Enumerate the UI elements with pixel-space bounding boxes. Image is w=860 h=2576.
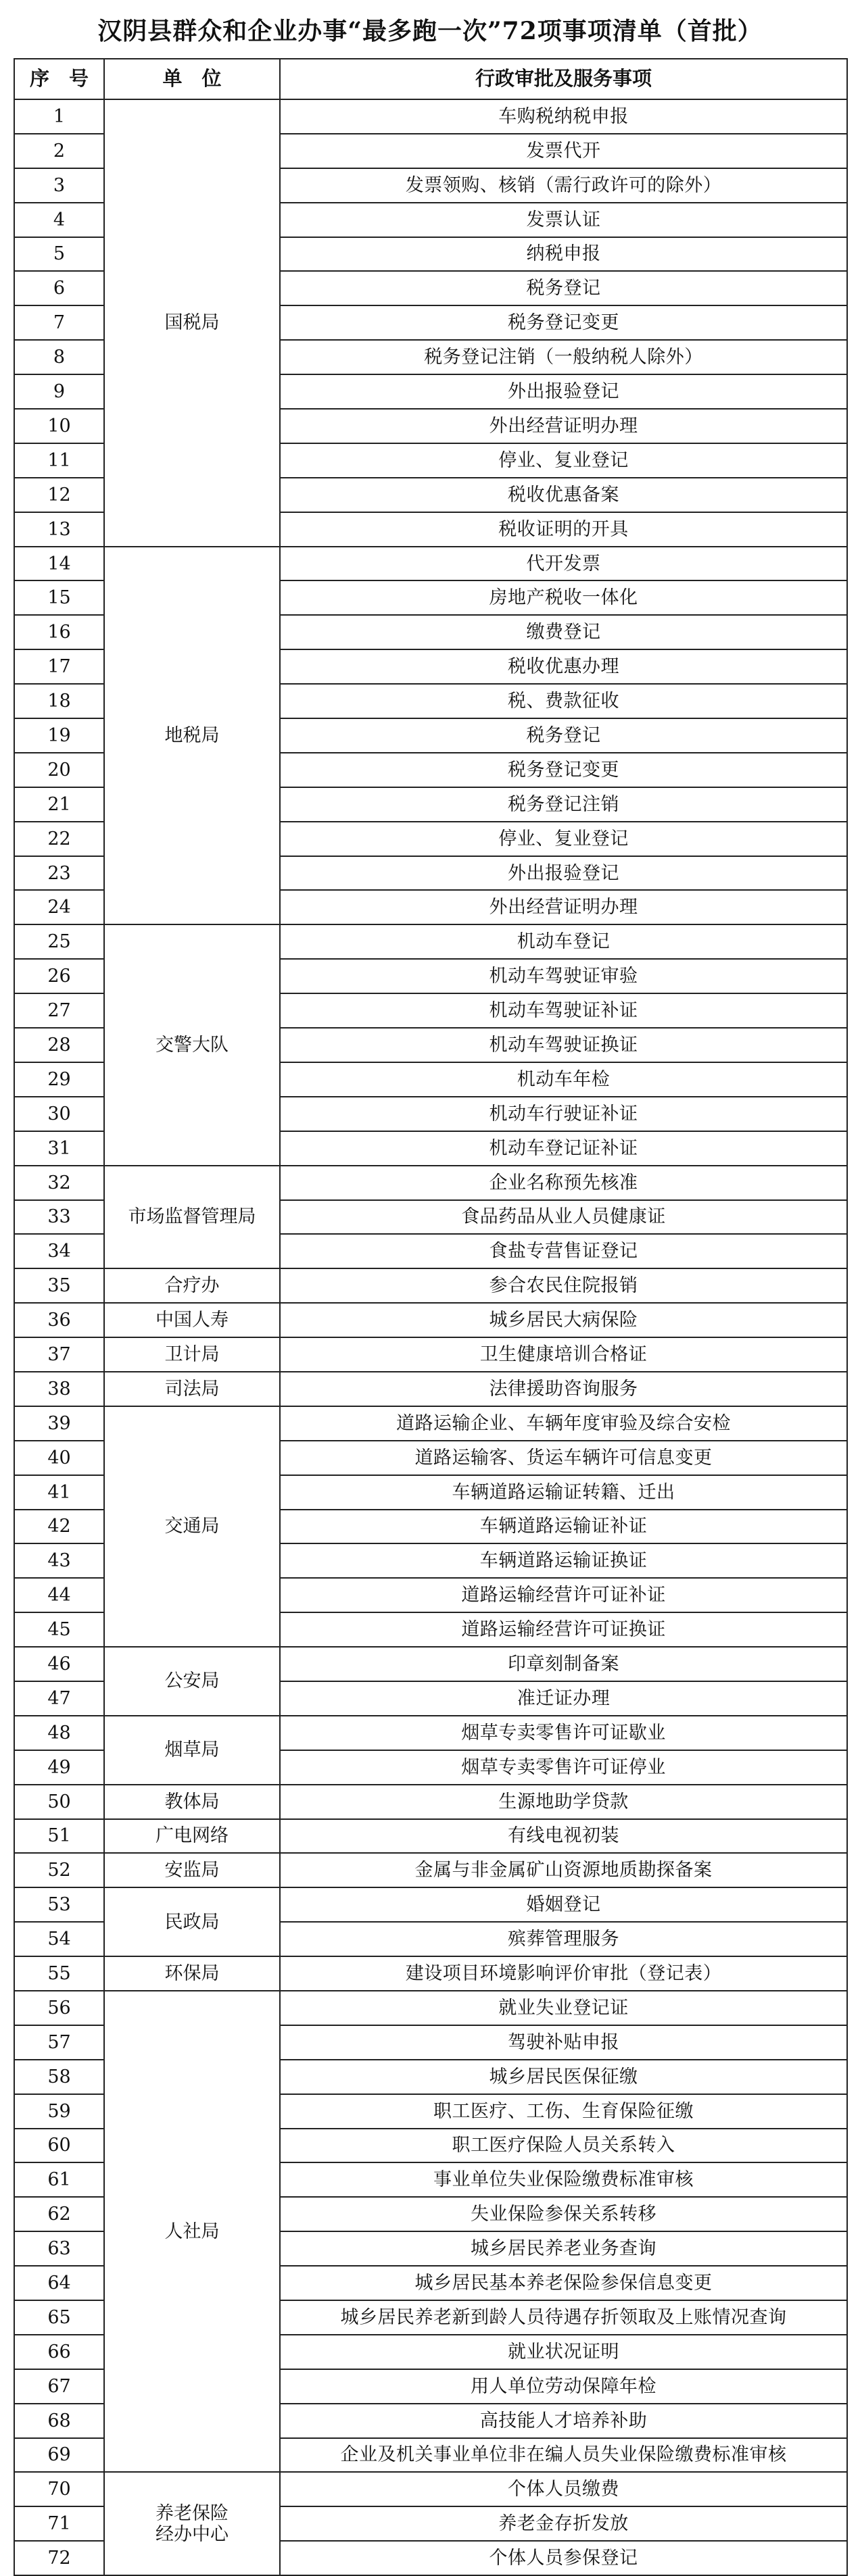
row-number: 15 bbox=[14, 580, 104, 615]
unit-cell: 交警大队 bbox=[104, 924, 280, 1165]
table-row bbox=[14, 1819, 847, 1854]
row-number: 49 bbox=[14, 1750, 104, 1785]
row-number: 8 bbox=[14, 340, 104, 374]
document-title: 汉阴县群众和企业办事“最多跑一次”72项事项清单（首批） bbox=[97, 17, 763, 45]
row-number: 61 bbox=[14, 2162, 104, 2197]
row-number: 54 bbox=[14, 1922, 104, 1956]
unit-cell: 合疗办 bbox=[104, 1268, 280, 1303]
service-items-table bbox=[14, 58, 848, 2576]
service-item-cell: 法律援助咨询服务 bbox=[280, 1372, 847, 1406]
row-number: 47 bbox=[14, 1681, 104, 1716]
table-row bbox=[14, 1716, 847, 1750]
service-item-cell: 税务登记变更 bbox=[280, 305, 847, 340]
service-item-cell: 烟草专卖零售许可证停业 bbox=[280, 1750, 847, 1785]
row-number: 12 bbox=[14, 478, 104, 512]
row-number: 69 bbox=[14, 2438, 104, 2473]
row-number: 52 bbox=[14, 1853, 104, 1887]
table-row bbox=[14, 1887, 847, 1922]
service-item-cell: 车辆道路运输证补证 bbox=[280, 1510, 847, 1544]
service-item-cell: 外出报验登记 bbox=[280, 856, 847, 891]
service-item-cell: 城乡居民养老新到龄人员待遇存折领取及上账情况查询 bbox=[280, 2300, 847, 2335]
table-row bbox=[14, 1337, 847, 1372]
service-item-cell: 养老金存折发放 bbox=[280, 2506, 847, 2541]
service-item-cell: 机动车登记 bbox=[280, 924, 847, 959]
row-number: 59 bbox=[14, 2094, 104, 2129]
table-row bbox=[14, 1956, 847, 1991]
row-number: 51 bbox=[14, 1819, 104, 1854]
service-item-cell: 卫生健康培训合格证 bbox=[280, 1337, 847, 1372]
service-item-cell: 税务登记 bbox=[280, 718, 847, 753]
service-item-cell: 代开发票 bbox=[280, 547, 847, 581]
row-number: 65 bbox=[14, 2300, 104, 2335]
row-number: 42 bbox=[14, 1510, 104, 1544]
service-item-cell: 建设项目环境影响评价审批（登记表） bbox=[280, 1956, 847, 1991]
service-item-cell: 停业、复业登记 bbox=[280, 822, 847, 856]
table-row bbox=[14, 1853, 847, 1887]
row-number: 53 bbox=[14, 1887, 104, 1922]
row-number: 68 bbox=[14, 2404, 104, 2438]
table-row bbox=[14, 547, 847, 581]
row-number: 17 bbox=[14, 649, 104, 684]
header-item: 行政审批及服务事项 bbox=[280, 59, 847, 99]
row-number: 21 bbox=[14, 787, 104, 822]
unit-cell: 安监局 bbox=[104, 1853, 280, 1887]
service-item-cell: 税收证明的开具 bbox=[280, 512, 847, 547]
service-item-cell: 城乡居民基本养老保险参保信息变更 bbox=[280, 2266, 847, 2300]
service-item-cell: 驾驶补贴申报 bbox=[280, 2025, 847, 2060]
row-number: 24 bbox=[14, 890, 104, 924]
row-number: 13 bbox=[14, 512, 104, 547]
service-item-cell: 外出经营证明办理 bbox=[280, 890, 847, 924]
unit-cell: 环保局 bbox=[104, 1956, 280, 1991]
row-number: 28 bbox=[14, 1028, 104, 1062]
header-no: 序 号 bbox=[14, 59, 104, 99]
row-number: 27 bbox=[14, 993, 104, 1028]
service-item-cell: 外出报验登记 bbox=[280, 374, 847, 409]
service-item-cell: 城乡居民养老业务查询 bbox=[280, 2231, 847, 2266]
header-unit: 单 位 bbox=[104, 59, 280, 99]
row-number: 19 bbox=[14, 718, 104, 753]
service-item-cell: 参合农民住院报销 bbox=[280, 1268, 847, 1303]
service-item-cell: 城乡居民大病保险 bbox=[280, 1303, 847, 1337]
service-item-cell: 个体人员缴费 bbox=[280, 2472, 847, 2506]
row-number: 46 bbox=[14, 1647, 104, 1681]
row-number: 10 bbox=[14, 409, 104, 443]
service-item-cell: 就业状况证明 bbox=[280, 2335, 847, 2369]
service-item-cell: 机动车驾驶证换证 bbox=[280, 1028, 847, 1062]
row-number: 33 bbox=[14, 1200, 104, 1235]
service-item-cell: 道路运输经营许可证换证 bbox=[280, 1612, 847, 1647]
service-item-cell: 殡葬管理服务 bbox=[280, 1922, 847, 1956]
row-number: 29 bbox=[14, 1062, 104, 1097]
row-number: 44 bbox=[14, 1578, 104, 1612]
unit-cell: 中国人寿 bbox=[104, 1303, 280, 1337]
service-item-cell: 发票代开 bbox=[280, 134, 847, 168]
row-number: 50 bbox=[14, 1785, 104, 1819]
row-number: 71 bbox=[14, 2506, 104, 2541]
service-item-cell: 企业及机关事业单位非在编人员失业保险缴费标准审核 bbox=[280, 2438, 847, 2473]
service-item-cell: 企业名称预先核准 bbox=[280, 1166, 847, 1200]
row-number: 1 bbox=[14, 99, 104, 134]
service-item-cell: 有线电视初装 bbox=[280, 1819, 847, 1854]
row-number: 70 bbox=[14, 2472, 104, 2506]
row-number: 23 bbox=[14, 856, 104, 891]
row-number: 18 bbox=[14, 684, 104, 718]
service-item-cell: 准迁证办理 bbox=[280, 1681, 847, 1716]
row-number: 62 bbox=[14, 2197, 104, 2231]
row-number: 64 bbox=[14, 2266, 104, 2300]
row-number: 16 bbox=[14, 615, 104, 649]
service-item-cell: 烟草专卖零售许可证歇业 bbox=[280, 1716, 847, 1750]
service-item-cell: 缴费登记 bbox=[280, 615, 847, 649]
row-number: 66 bbox=[14, 2335, 104, 2369]
service-item-cell: 税、费款征收 bbox=[280, 684, 847, 718]
table-row bbox=[14, 1406, 847, 1441]
unit-cell: 司法局 bbox=[104, 1372, 280, 1406]
row-number: 55 bbox=[14, 1956, 104, 1991]
row-number: 41 bbox=[14, 1475, 104, 1510]
service-item-cell: 税务登记注销 bbox=[280, 787, 847, 822]
row-number: 38 bbox=[14, 1372, 104, 1406]
row-number: 31 bbox=[14, 1131, 104, 1166]
table-row bbox=[14, 1991, 847, 2025]
row-number: 63 bbox=[14, 2231, 104, 2266]
row-number: 60 bbox=[14, 2129, 104, 2163]
service-item-cell: 生源地助学贷款 bbox=[280, 1785, 847, 1819]
service-item-cell: 食品药品从业人员健康证 bbox=[280, 1200, 847, 1235]
unit-cell: 广电网络 bbox=[104, 1819, 280, 1854]
unit-cell: 交通局 bbox=[104, 1406, 280, 1647]
service-item-cell: 机动车驾驶证补证 bbox=[280, 993, 847, 1028]
table-row bbox=[14, 924, 847, 959]
unit-cell: 地税局 bbox=[104, 547, 280, 925]
unit-cell: 卫计局 bbox=[104, 1337, 280, 1372]
service-item-cell: 税收优惠备案 bbox=[280, 478, 847, 512]
service-item-cell: 车辆道路运输证换证 bbox=[280, 1543, 847, 1578]
row-number: 40 bbox=[14, 1441, 104, 1475]
row-number: 35 bbox=[14, 1268, 104, 1303]
unit-cell: 养老保险 经办中心 bbox=[104, 2472, 280, 2575]
row-number: 36 bbox=[14, 1303, 104, 1337]
service-item-cell: 车辆道路运输证转籍、迁出 bbox=[280, 1475, 847, 1510]
row-number: 22 bbox=[14, 822, 104, 856]
row-number: 4 bbox=[14, 203, 104, 237]
table-row bbox=[14, 1785, 847, 1819]
service-item-cell: 失业保险参保关系转移 bbox=[280, 2197, 847, 2231]
row-number: 20 bbox=[14, 753, 104, 787]
row-number: 26 bbox=[14, 959, 104, 993]
row-number: 56 bbox=[14, 1991, 104, 2025]
service-item-cell: 税务登记变更 bbox=[280, 753, 847, 787]
table-header-row bbox=[14, 59, 847, 99]
row-number: 45 bbox=[14, 1612, 104, 1647]
service-item-cell: 税务登记 bbox=[280, 271, 847, 305]
row-number: 14 bbox=[14, 547, 104, 581]
service-item-cell: 纳税申报 bbox=[280, 237, 847, 272]
service-item-cell: 用人单位劳动保障年检 bbox=[280, 2369, 847, 2404]
unit-cell: 人社局 bbox=[104, 1991, 280, 2472]
row-number: 5 bbox=[14, 237, 104, 272]
service-item-cell: 高技能人才培养补助 bbox=[280, 2404, 847, 2438]
row-number: 58 bbox=[14, 2060, 104, 2094]
service-item-cell: 发票领购、核销（需行政许可的除外） bbox=[280, 168, 847, 203]
service-item-cell: 机动车驾驶证审验 bbox=[280, 959, 847, 993]
service-item-cell: 道路运输企业、车辆年度审验及综合安检 bbox=[280, 1406, 847, 1441]
row-number: 2 bbox=[14, 134, 104, 168]
service-item-cell: 税收优惠办理 bbox=[280, 649, 847, 684]
table-row bbox=[14, 1372, 847, 1406]
table-row bbox=[14, 1268, 847, 1303]
table-body bbox=[14, 99, 847, 2575]
table-row bbox=[14, 1166, 847, 1200]
row-number: 9 bbox=[14, 374, 104, 409]
row-number: 43 bbox=[14, 1543, 104, 1578]
service-item-cell: 金属与非金属矿山资源地质勘探备案 bbox=[280, 1853, 847, 1887]
row-number: 37 bbox=[14, 1337, 104, 1372]
service-item-cell: 房地产税收一体化 bbox=[280, 580, 847, 615]
row-number: 72 bbox=[14, 2541, 104, 2575]
service-item-cell: 城乡居民医保征缴 bbox=[280, 2060, 847, 2094]
service-item-cell: 机动车行驶证补证 bbox=[280, 1097, 847, 1131]
service-item-cell: 职工医疗、工伤、生育保险征缴 bbox=[280, 2094, 847, 2129]
service-item-cell: 道路运输经营许可证补证 bbox=[280, 1578, 847, 1612]
row-number: 48 bbox=[14, 1716, 104, 1750]
unit-cell: 公安局 bbox=[104, 1647, 280, 1716]
service-item-cell: 职工医疗保险人员关系转入 bbox=[280, 2129, 847, 2163]
row-number: 25 bbox=[14, 924, 104, 959]
service-item-cell: 印章刻制备案 bbox=[280, 1647, 847, 1681]
service-item-cell: 机动车登记证补证 bbox=[280, 1131, 847, 1166]
service-item-cell: 发票认证 bbox=[280, 203, 847, 237]
row-number: 7 bbox=[14, 305, 104, 340]
table-row bbox=[14, 2472, 847, 2506]
service-item-cell: 停业、复业登记 bbox=[280, 443, 847, 478]
table-row bbox=[14, 99, 847, 134]
row-number: 30 bbox=[14, 1097, 104, 1131]
service-item-cell: 机动车年检 bbox=[280, 1062, 847, 1097]
service-item-cell: 就业失业登记证 bbox=[280, 1991, 847, 2025]
row-number: 57 bbox=[14, 2025, 104, 2060]
service-item-cell: 事业单位失业保险缴费标准审核 bbox=[280, 2162, 847, 2197]
row-number: 3 bbox=[14, 168, 104, 203]
row-number: 11 bbox=[14, 443, 104, 478]
table-row bbox=[14, 1647, 847, 1681]
row-number: 32 bbox=[14, 1166, 104, 1200]
unit-cell: 国税局 bbox=[104, 99, 280, 547]
unit-cell: 市场监督管理局 bbox=[104, 1166, 280, 1269]
unit-cell: 烟草局 bbox=[104, 1716, 280, 1785]
table-row bbox=[14, 1303, 847, 1337]
row-number: 39 bbox=[14, 1406, 104, 1441]
service-item-cell: 车购税纳税申报 bbox=[280, 99, 847, 134]
row-number: 67 bbox=[14, 2369, 104, 2404]
unit-cell: 教体局 bbox=[104, 1785, 280, 1819]
service-item-cell: 道路运输客、货运车辆许可信息变更 bbox=[280, 1441, 847, 1475]
row-number: 6 bbox=[14, 271, 104, 305]
row-number: 34 bbox=[14, 1234, 104, 1268]
service-item-cell: 婚姻登记 bbox=[280, 1887, 847, 1922]
service-item-cell: 税务登记注销（一般纳税人除外） bbox=[280, 340, 847, 374]
service-item-cell: 外出经营证明办理 bbox=[280, 409, 847, 443]
service-item-cell: 个体人员参保登记 bbox=[280, 2541, 847, 2575]
unit-cell: 民政局 bbox=[104, 1887, 280, 1956]
service-item-cell: 食盐专营售证登记 bbox=[280, 1234, 847, 1268]
